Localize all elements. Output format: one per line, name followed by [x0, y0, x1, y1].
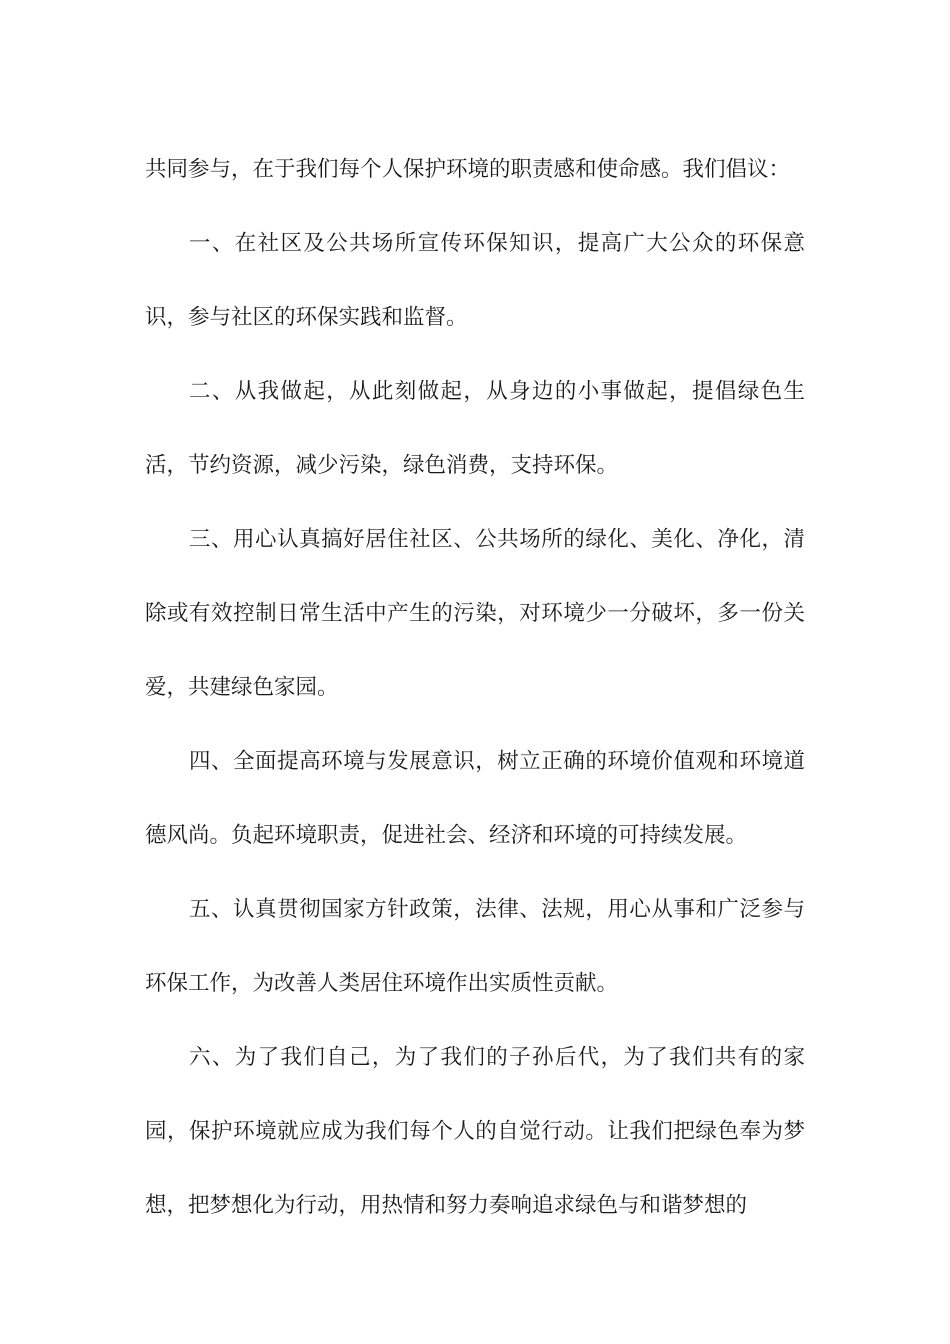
- body-text: [145, 133, 805, 1243]
- paragraph-item-4: 四、全面提高环境与发展意识，树立正确的环境价值观和环境道德风尚。负起环境职责，促进社会、经济和环境的可持续发展。: [145, 749, 805, 848]
- paragraph-item-3: 三、用心认真搞好居住社区、公共场所的绿化、美化、净化，清除或有效控制日常生活中产生的污染，对环境少一分破坏，多一份关爱，共建绿色家园。: [145, 527, 805, 700]
- paragraph-continuation: 共同参与，在于我们每个人保护环境的职责感和使命感。我们倡议：: [145, 157, 791, 182]
- paragraph-item-5: 五、认真贯彻国家方针政策，法律、法规，用心从事和广泛参与环保工作，为改善人类居住环境作出实质性贡献。: [145, 897, 805, 996]
- paragraph-item-6: 六、为了我们自己，为了我们的子孙后代，为了我们共有的家园，保护环境就应成为我们每个人的自觉行动。让我们把绿色奉为梦想，把梦想化为行动，用热情和努力奏响追求绿色与和谐梦想的: [145, 1045, 805, 1218]
- paragraph-item-1: 一、在社区及公共场所宣传环保知识，提高广大公众的环保意识，参与社区的环保实践和监督。: [145, 231, 805, 330]
- paragraph-item-2: 二、从我做起，从此刻做起，从身边的小事做起，提倡绿色生活，节约资源，减少污染，绿色消费，支持环保。: [145, 379, 805, 478]
